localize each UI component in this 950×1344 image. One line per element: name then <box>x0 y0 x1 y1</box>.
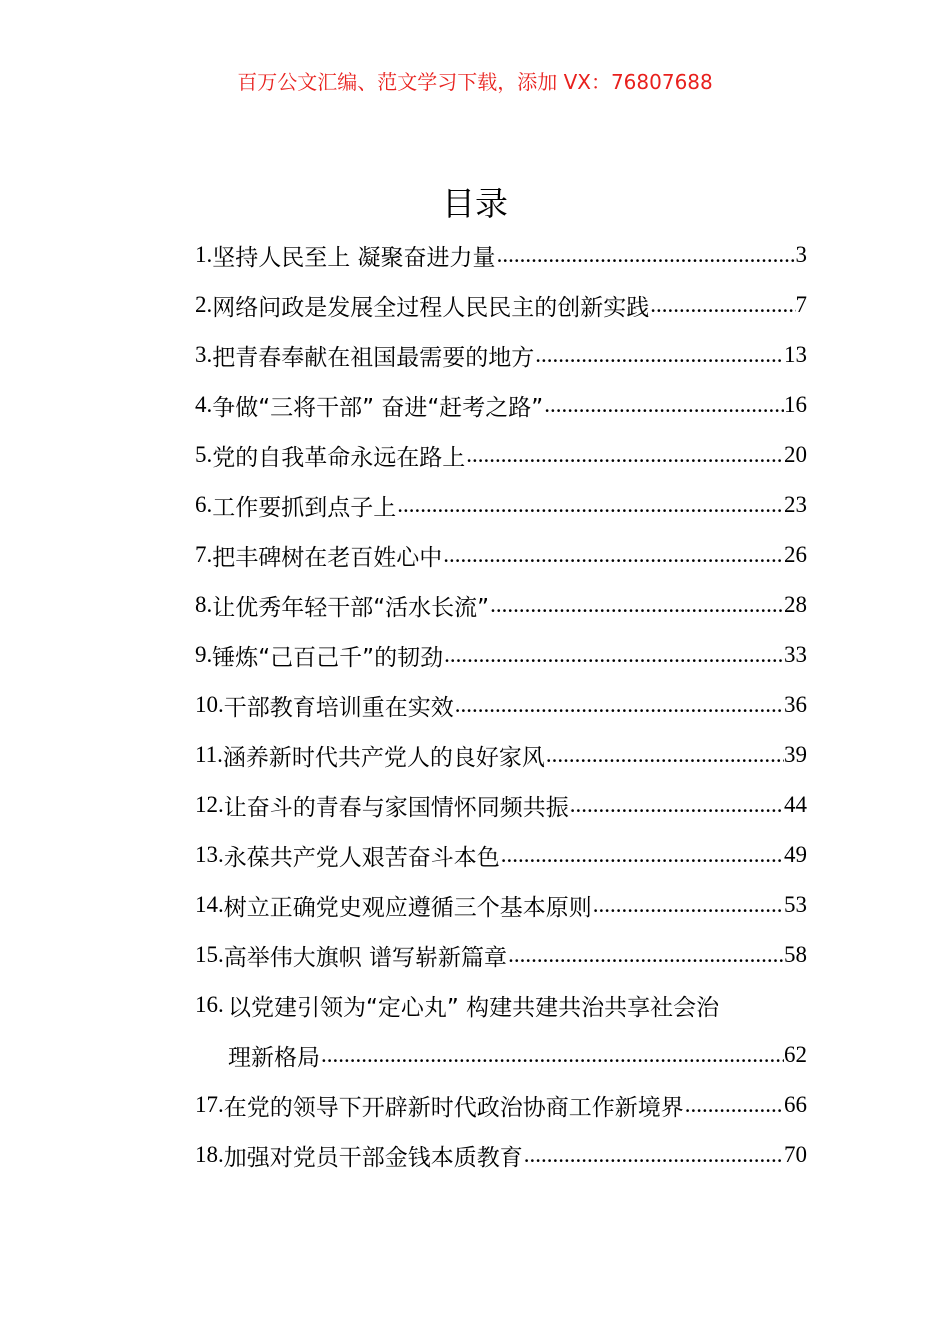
toc-leader-dots <box>465 442 784 468</box>
toc-entry-number: 10. <box>195 692 224 717</box>
toc-entry-page: 33 <box>784 642 807 667</box>
toc-entry-title: 加强对党员干部金钱本质教育 <box>223 1144 523 1171</box>
toc-entry-title: 把丰碑树在老百姓心中 <box>212 544 443 571</box>
toc-leader-dots <box>523 1142 784 1168</box>
toc-leader-dots <box>443 642 784 668</box>
toc-entry[interactable] <box>195 280 807 330</box>
toc-entry[interactable] <box>195 330 807 380</box>
toc-entry[interactable] <box>195 780 807 830</box>
toc-entry-title: 在党的领导下开辟新时代政治协商工作新境界 <box>223 1094 684 1121</box>
toc-entry[interactable] <box>195 730 807 780</box>
toc-entry-page: 3 <box>795 242 807 267</box>
toc-leader-dots <box>442 542 784 568</box>
toc-entry-page: 70 <box>784 1142 807 1167</box>
toc-entry-title: 党的自我革命永远在路上 <box>212 444 466 471</box>
toc-entry-title: 锤炼“己百己千”的韧劲 <box>212 644 444 671</box>
toc-entry-title: 永葆共产党人艰苦奋斗本色 <box>223 844 500 871</box>
toc-entry-page: 44 <box>784 792 807 817</box>
watermark-header: 百万公文汇编、范文学习下载，添加 VX：76807688 <box>237 70 713 94</box>
toc-entry-continuation[interactable] <box>195 1030 807 1080</box>
toc-entry-title: 以党建引领为“定心丸” 构建共建共治共享社会治 <box>228 994 720 1021</box>
toc-entry-page: 20 <box>784 442 807 467</box>
toc-entry-number: 12. <box>195 792 224 817</box>
toc-entry-title: 网络问政是发展全过程人民民主的创新实践 <box>212 294 650 321</box>
toc-entry-page: 26 <box>784 542 807 567</box>
toc-entry[interactable] <box>195 630 807 680</box>
toc-leader-dots <box>500 842 784 868</box>
toc-entry-title-continued: 理新格局 <box>228 1044 320 1071</box>
toc-entry[interactable] <box>195 1080 807 1130</box>
toc-entry-number: 6. <box>195 492 213 517</box>
toc-leader-dots <box>489 592 784 618</box>
toc-entry[interactable] <box>195 380 807 430</box>
toc-entry-number: 1. <box>195 242 213 267</box>
page-title: 目录 <box>442 184 508 223</box>
toc-entry-title: 把青春奉献在祖国最需要的地方 <box>212 344 535 371</box>
toc-entry-title: 干部教育培训重在实效 <box>223 694 454 721</box>
toc-entry-number: 7. <box>195 542 213 567</box>
toc-entry[interactable] <box>195 230 807 280</box>
toc-entry-title: 坚持人民至上 凝聚奋进力量 <box>212 244 496 271</box>
toc-leader-dots <box>684 1092 784 1118</box>
toc-entry-page: 28 <box>784 592 807 617</box>
toc-entry[interactable] <box>195 980 807 1030</box>
toc-entry-page: 49 <box>784 842 807 867</box>
toc-entry[interactable] <box>195 530 807 580</box>
toc-entry[interactable] <box>195 930 807 980</box>
toc-entry-page: 66 <box>784 1092 807 1117</box>
toc-entry-number: 3. <box>195 342 213 367</box>
toc-leader-dots <box>396 492 784 518</box>
toc-entry-title: 让优秀年轻干部“活水长流” <box>212 594 490 621</box>
toc-leader-dots <box>545 742 784 768</box>
toc-entry-title: 高举伟大旗帜 谱写崭新篇章 <box>223 944 508 971</box>
toc-entry[interactable] <box>195 580 807 630</box>
toc-entry-page: 58 <box>784 942 807 967</box>
toc-entry[interactable] <box>195 480 807 530</box>
toc-entry[interactable] <box>195 1130 807 1180</box>
toc-entry[interactable] <box>195 430 807 480</box>
toc-leader-dots <box>496 242 796 268</box>
toc-entry[interactable] <box>195 680 807 730</box>
toc-entry-page: 16 <box>784 392 807 417</box>
toc-entry-title: 让奋斗的青春与家国情怀同频共振 <box>223 794 569 821</box>
toc-entry-number: 4. <box>195 392 213 417</box>
toc-entry-page: 36 <box>784 692 807 717</box>
toc-entry-number: 9. <box>195 642 213 667</box>
toc-entry-title: 涵养新时代共产党人的良好家风 <box>222 744 545 771</box>
toc-leader-dots <box>543 392 784 418</box>
toc-leader-dots <box>507 942 784 968</box>
toc-entry-page: 39 <box>784 742 807 767</box>
toc-entry-number: 18. <box>195 1142 224 1167</box>
toc-leader-dots <box>592 892 784 918</box>
toc-leader-dots <box>320 1042 784 1068</box>
toc-leader-dots <box>534 342 784 368</box>
toc-leader-dots <box>649 292 795 318</box>
toc-entry-number: 8. <box>195 592 213 617</box>
toc-entry[interactable] <box>195 880 807 930</box>
table-of-contents <box>195 230 807 1180</box>
toc-entry-title: 树立正确党史观应遵循三个基本原则 <box>223 894 592 921</box>
toc-entry-number: 15. <box>195 942 224 967</box>
toc-entry[interactable] <box>195 830 807 880</box>
toc-entry-page: 23 <box>784 492 807 517</box>
toc-entry-number: 5. <box>195 442 213 467</box>
toc-entry-number: 13. <box>195 842 224 867</box>
toc-entry-page: 62 <box>784 1042 807 1067</box>
toc-entry-number: 14. <box>195 892 224 917</box>
toc-entry-number: 16. <box>195 992 224 1017</box>
toc-entry-number: 11. <box>195 742 223 767</box>
toc-leader-dots <box>569 792 784 818</box>
toc-entry-page: 13 <box>784 342 807 367</box>
toc-entry-number: 17. <box>195 1092 224 1117</box>
toc-entry-page: 7 <box>795 292 807 317</box>
toc-leader-dots <box>454 692 784 718</box>
toc-entry-number: 2. <box>195 292 213 317</box>
toc-entry-page: 53 <box>784 892 807 917</box>
toc-entry-title: 争做“三将干部” 奋进“赶考之路” <box>212 394 544 421</box>
toc-entry-title: 工作要抓到点子上 <box>212 494 397 521</box>
